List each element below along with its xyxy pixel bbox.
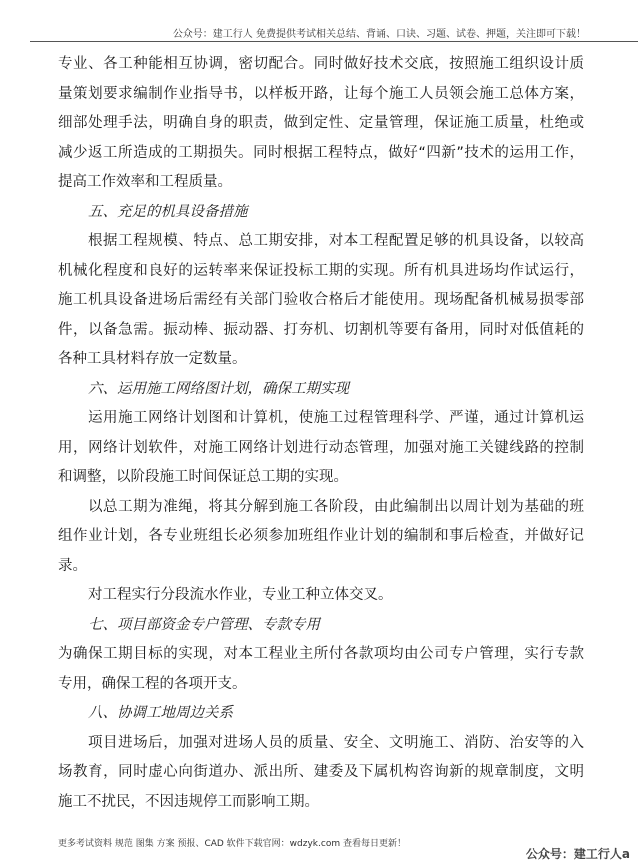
paragraph bbox=[58, 640, 584, 699]
paragraph-line: 专业、各工种能相互协调，密切配合。同时做好技术交底，按照施工组织设计质 bbox=[58, 56, 584, 72]
section-heading: 八、协调工地周边关系 bbox=[88, 705, 233, 721]
section-heading: 六、运用施工网络图计划，确保工期实现 bbox=[88, 380, 349, 397]
paragraph-line: 录。 bbox=[58, 557, 87, 574]
paragraph-line: 运用施工网络计划图和计算机，使施工过程管理科学、严谨，通过计算机运 bbox=[88, 410, 584, 426]
paragraph-line: 和调整，以阶段施工时间保证总工期的实现。 bbox=[58, 469, 348, 485]
paragraph-line: 专用，确保工程的各项开支。 bbox=[58, 675, 247, 692]
footer-watermark: 公众号：建工行人a bbox=[525, 847, 630, 861]
paragraph-line: 各种工具材料存放一定数量。 bbox=[58, 351, 247, 367]
paragraph bbox=[58, 581, 584, 611]
paragraph-line: 根据工程规模、特点、总工期安排，对本工程配置足够的机具设备，以较高 bbox=[88, 233, 584, 249]
paragraph-line: 以总工期为准绳，将其分解到施工各阶段，由此编制出以周计划为基础的班 bbox=[88, 498, 584, 515]
paragraph-line: 件，以备急需。振动棒、振动器、打夯机、切割机等要有备用，同时对低值耗的 bbox=[58, 321, 584, 338]
section-heading: 五、充足的机具设备措施 bbox=[88, 203, 248, 220]
header-text: 公众号：建工行人 免费提供考试相关总结、背诵、口诀、习题、试卷、押题，关注即可下载！ bbox=[172, 29, 586, 40]
paragraph-line: 细部处理手法，明确自身的职责，做到定性、定量管理，保证施工质量，杜绝或 bbox=[58, 115, 584, 131]
footer-download-note: 更多考试资料 规范 图集 方案 预报、CAD 软件下载官网：wdzyk.com 查看每日更新！ bbox=[58, 839, 406, 849]
paragraph-line: 施工机具设备进场后需经有关部门验收合格后才能使用。现场配备机械易损零部 bbox=[58, 292, 584, 308]
paragraph bbox=[58, 493, 584, 582]
document-body bbox=[58, 50, 584, 817]
section-heading: 七、项目部资金专户管理、专款专用 bbox=[88, 616, 320, 633]
paragraph bbox=[58, 50, 584, 198]
paragraph bbox=[58, 404, 584, 493]
paragraph-line: 用，网络计划软件，对施工网络计划进行动态管理，加强对施工关键线路的控制 bbox=[58, 439, 584, 456]
paragraph-line: 组作业计划，各专业班组长必须参加班组作业计划的编制和事后检查，并做好记 bbox=[58, 528, 584, 544]
paragraph-line: 机械化程度和良好的运转率来保证投标工期的实现。所有机具进场均作试运行， bbox=[58, 262, 584, 279]
paragraph-line: 为确保工期目标的实现，对本工程业主所付各款项均由公司专户管理，实行专款 bbox=[58, 646, 584, 662]
paragraph bbox=[58, 227, 584, 375]
paragraph-line: 量策划要求编制作业指导书，以样板开路，让每个施工人员领会施工总体方案， bbox=[58, 85, 584, 102]
paragraph-line: 对工程实行分段流水作业，专业工种立体交叉。 bbox=[88, 587, 393, 603]
paragraph-line: 减少返工所造成的工期损失。同时根据工程特点，做好“四新”技术的运用工作， bbox=[58, 144, 584, 161]
paragraph-line: 施工不扰民，不因违规停工而影响工期。 bbox=[58, 793, 319, 810]
page-header bbox=[30, 23, 638, 42]
paragraph-line: 场教育，同时虚心向街道办、派出所、建委及下属机构咨询新的规章制度，文明 bbox=[58, 764, 584, 780]
paragraph-line: 提高工作效率和工程质量。 bbox=[58, 174, 232, 190]
paragraph-line: 项目进场后，加强对进场人员的质量、安全、文明施工、消防、治安等的入 bbox=[88, 734, 584, 751]
paragraph bbox=[58, 729, 584, 818]
